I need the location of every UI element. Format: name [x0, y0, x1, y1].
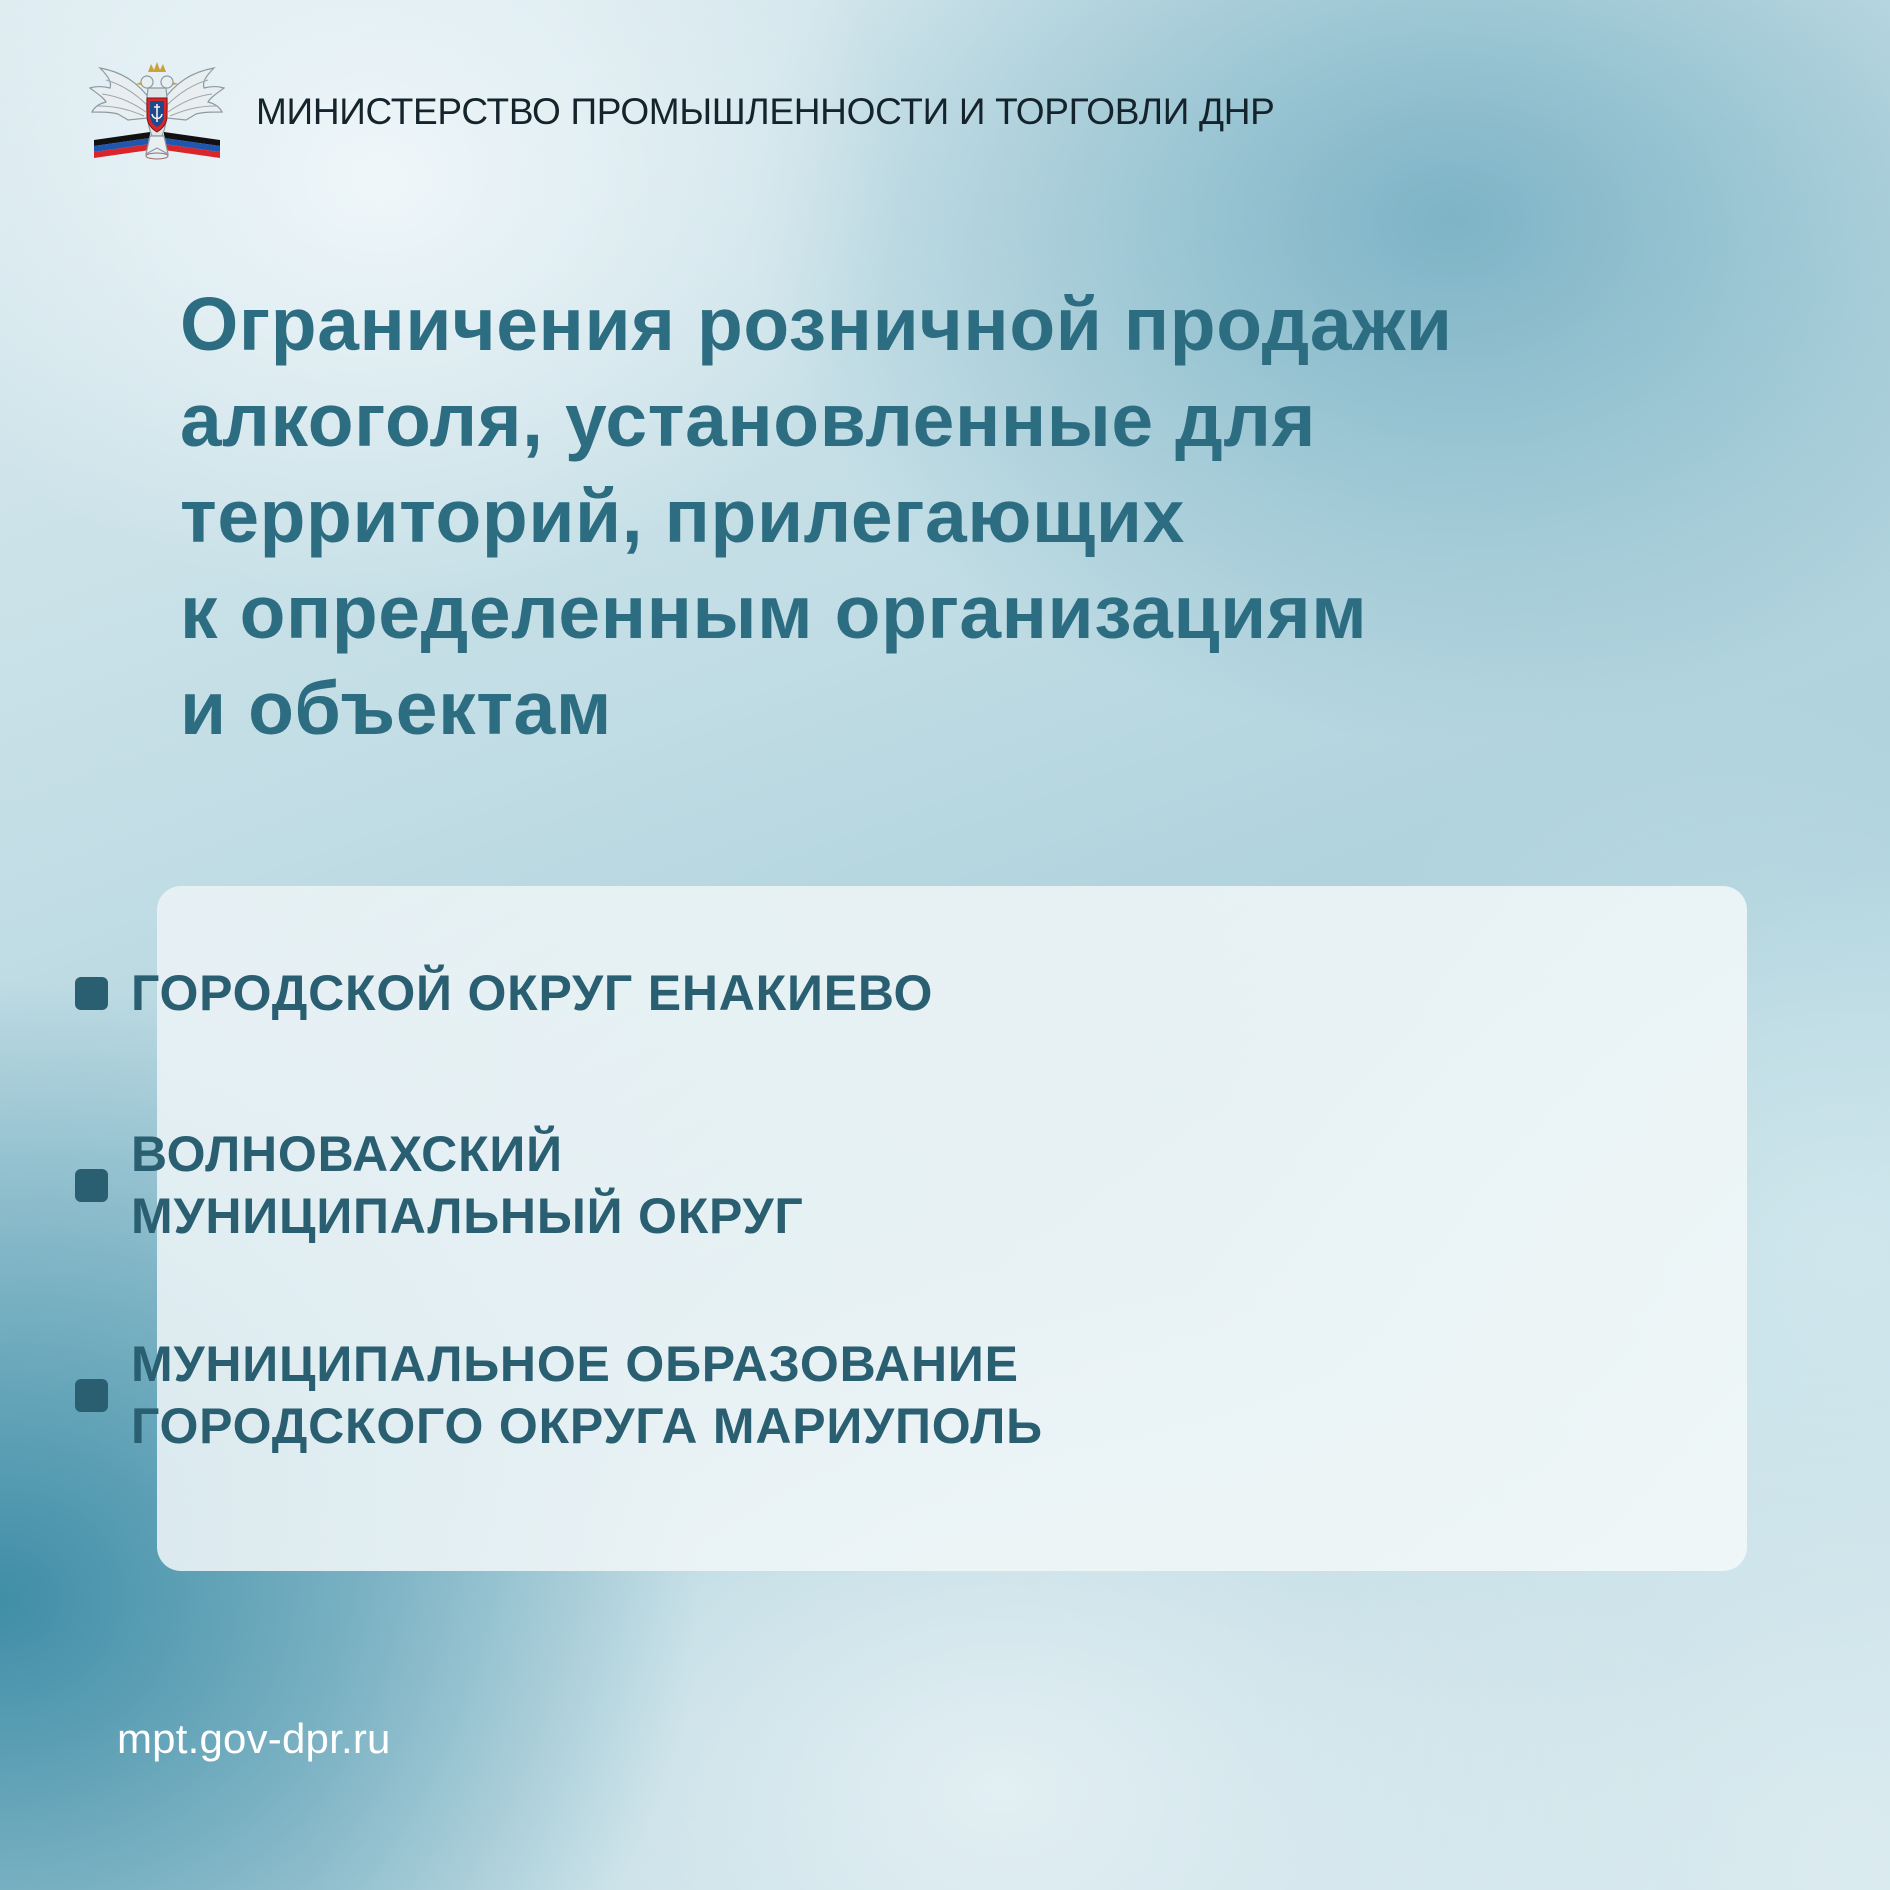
list-item-line: МУНИЦИПАЛЬНЫЙ ОКРУГ: [131, 1188, 804, 1244]
title-line: алкоголя, установленные для: [180, 378, 1316, 462]
ministry-header: [88, 62, 1275, 162]
list-item-volnovakha: [75, 1123, 804, 1247]
list-item-mariupol: [75, 1333, 1043, 1457]
list-item-line: ВОЛНОВАХСКИЙ: [131, 1126, 563, 1182]
title-line: к определенным организациям: [180, 570, 1368, 654]
title-line: Ограничения розничной продажи: [180, 282, 1453, 366]
ministry-name: МИНИСТЕРСТВО ПРОМЫШЛЕННОСТИ И ТОРГОВЛИ ДНР: [256, 91, 1275, 132]
website-url: mpt.gov-dpr.ru: [117, 1715, 391, 1762]
list-item-line: ГОРОДСКОЙ ОКРУГ ЕНАКИЕВО: [131, 965, 934, 1021]
list-item-line: ГОРОДСКОГО ОКРУГА МАРИУПОЛЬ: [131, 1398, 1043, 1454]
square-bullet-icon: [75, 1169, 108, 1202]
square-bullet-icon: [75, 1379, 108, 1412]
title-line: и объектам: [180, 666, 612, 750]
list-item-line: МУНИЦИПАЛЬНОЕ ОБРАЗОВАНИЕ: [131, 1336, 1019, 1392]
list-item-text: [131, 1333, 1043, 1457]
list-item-text: [131, 962, 933, 1024]
dpr-coat-of-arms-eagle-icon: [88, 62, 226, 162]
title-line: территорий, прилегающих: [180, 474, 1185, 558]
square-bullet-icon: [75, 977, 108, 1010]
list-item-text: [131, 1123, 804, 1247]
page-title: [180, 276, 1680, 756]
list-item-enakievo: [75, 962, 933, 1024]
